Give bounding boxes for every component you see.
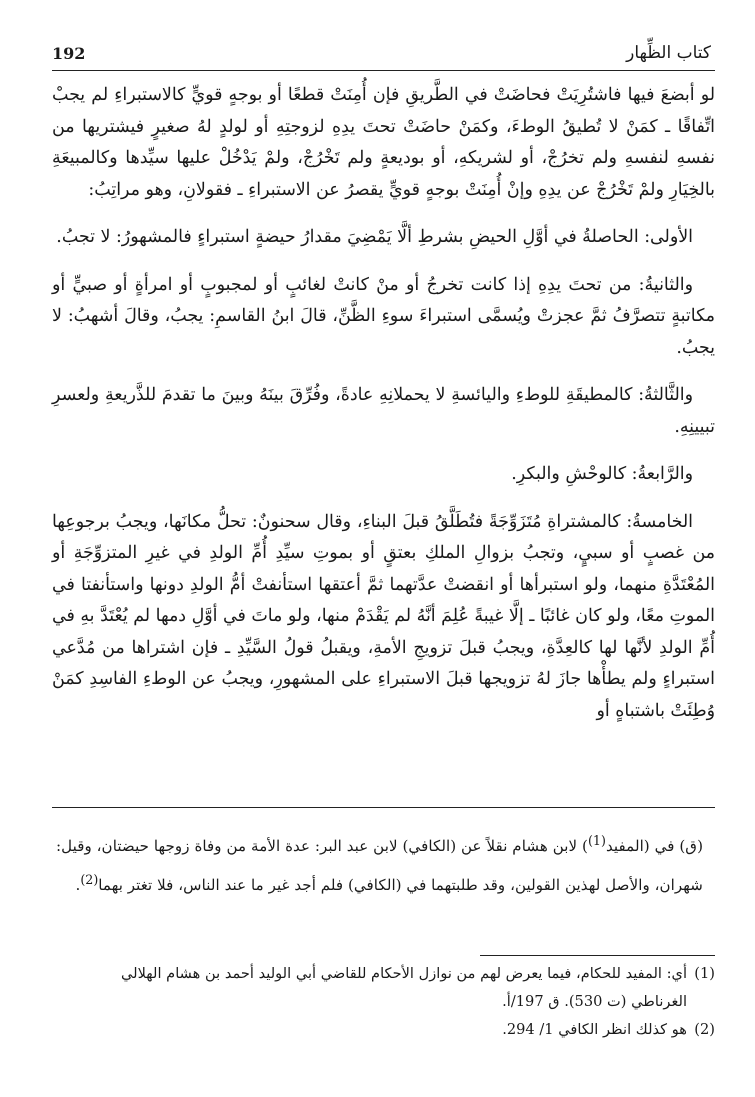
footnote-1-continuation: الغرناطي (ت 530). ق 197/أ. bbox=[502, 993, 687, 1010]
paragraph-1: لو أبضعَ فيها فاشتُرِيَتْ فحاضَتْ في الطَّريقِ فإن أُمِنَتْ قطعًا أو بوجهٍ قويٍّ كالاستبراءِ لم يجبْ اتِّفاقًا ـ كمَنْ لا تُطيقُ الوطءَ، وكمَنْ حاضَتْ تحتَ يدِهِ لزوجتِهِ أو لولدٍ لهُ صغيرٍ فيشتريها من نفسهِ لنفسهِ ولم تخرُجْ، أو لشريكهِ، أو بوديعةٍ ولم تَخْرُجْ، ولمْ يَدْخُلْ عليها سيِّدها وكالمبيعَةِ بالخِيَارِ ولمْ تَخْرُجْ عن يدِهِ وإنْ أُمِنَتْ بوجهٍ قويٍّ يقصرُ عن الاستبراءِ ـ فقولانِ، وهو مراتِبُ: bbox=[52, 85, 715, 200]
marginal-note-text: (ق) في (المفيد bbox=[605, 837, 703, 856]
main-text bbox=[52, 80, 715, 727]
paragraph-3: والثانيةُ: من تحتَ يدِهِ إذا كانت تخرجُ أو منْ كانتْ لغائبٍ أو لمجبوبٍ أو امرأةٍ أو صبيٍّ أو مكاتبةٍ تتصرَّفُ ثمَّ عجزتْ ويُسمَّى استبراءَ سوءِ الظَّنِّ، قالَ ابنُ القاسمِ: يجبُ، وقالَ أشهبُ: لا يجبُ. bbox=[52, 274, 715, 358]
marginal-note-text: . bbox=[75, 876, 81, 895]
footnote-text: أي: المفيد للحكام، فيما يعرض لهم من نوازل الأحكام للقاضي أبي الوليد أحمد بن هشام الهلالي bbox=[120, 965, 687, 982]
note-divider bbox=[52, 807, 715, 808]
paragraph-4: والثَّالثةُ: كالمطيقَةِ للوطءِ واليائسةِ لا يحملانِهِ عادةً، وفُرِّقَ بينَهُ وبينَ ما تقدمَ للذَّريعةِ ولعسرِ تبيينِهِ. bbox=[52, 385, 715, 437]
footnote-divider bbox=[480, 955, 715, 956]
marginal-note-text: ) لابن هشام نقلاً عن (الكافي) لابن عبد البر: عدة الأمة من وفاة زوجها حيضتان، وقيل: شهران، والأصل لهذين القولين، وقد طلبتهما في (الكافي) فلم أجد غير ما عند الناس، فلا تغتر بهما bbox=[56, 837, 703, 895]
footnote-ref-2[interactable]: (2) bbox=[80, 872, 99, 888]
page-header bbox=[52, 40, 715, 71]
footnote-1 bbox=[52, 960, 715, 988]
footnote-number: (1) bbox=[694, 965, 715, 982]
paragraph-6: الخامسةُ: كالمشتراةِ مُتَزَوِّجَةً فتُطَلَّقُ قبلَ البناءِ، وقال سحنونٌ: تحلُّ مكانَها، ويجبُ برجوعِها من غصبٍ أو سبيٍ، وتجبُ بزوالِ الملكِ بعتقٍ أو بموتِ سيِّدِ أُمِّ الولدِ في غيرِ المتزوِّجَةِ أو المُعْتَدَّةِ منهما، ولو استبرأها أو انقضتْ عدَّتهما ثمَّ أعتقها استأنفتْ أمُّ الولدِ دونها واستأنفتا في الموتِ معًا، ولو كان غائبًا ـ إلَّا غيبةً عُلِمَ أنَّهُ لم يَقْدَمْ منها، ولو ماتَ في أوَّلِ دمها لم يُعْتَدَّ بهِ في أُمِّ الولدِ لأنَّها لها كالعِدَّةِ، ويجبُ قبلَ تزويجِ الأمةِ، ويقبلُ قولُ السَّيِّدِ ـ فإن اشتراها من مُدَّعي استبراءٍ ولم يطأْها جازَ لهُ تزويجها قبلَ الاستبراءِ على المشهورِ، ويجبُ عن الوطءِ الفاسِدِ كمَنْ وُطِئَتْ باشتباهٍ أو bbox=[52, 511, 715, 721]
footnotes bbox=[52, 960, 715, 1044]
page-number: 192 bbox=[52, 44, 86, 63]
paragraph-5: والرَّابعةُ: كالوحْشِ والبكرِ. bbox=[511, 464, 693, 484]
footnote-2 bbox=[52, 1016, 715, 1044]
paragraph-2: الأولى: الحاصلةُ في أوَّلِ الحيضِ بشرطِ ألَّا يَمْضِيَ مقدارُ حيضةٍ استبراءٍ فالمشهورُ: لا تجبُ. bbox=[56, 227, 693, 247]
marginal-note bbox=[56, 824, 703, 902]
footnote-text: هو كذلك انظر الكافي 1/ 294. bbox=[502, 1021, 687, 1038]
footnote-ref-1[interactable]: (1) bbox=[587, 833, 606, 848]
running-title: كتاب الظِّهار bbox=[626, 43, 711, 63]
footnote-number: (2) bbox=[694, 1021, 715, 1038]
